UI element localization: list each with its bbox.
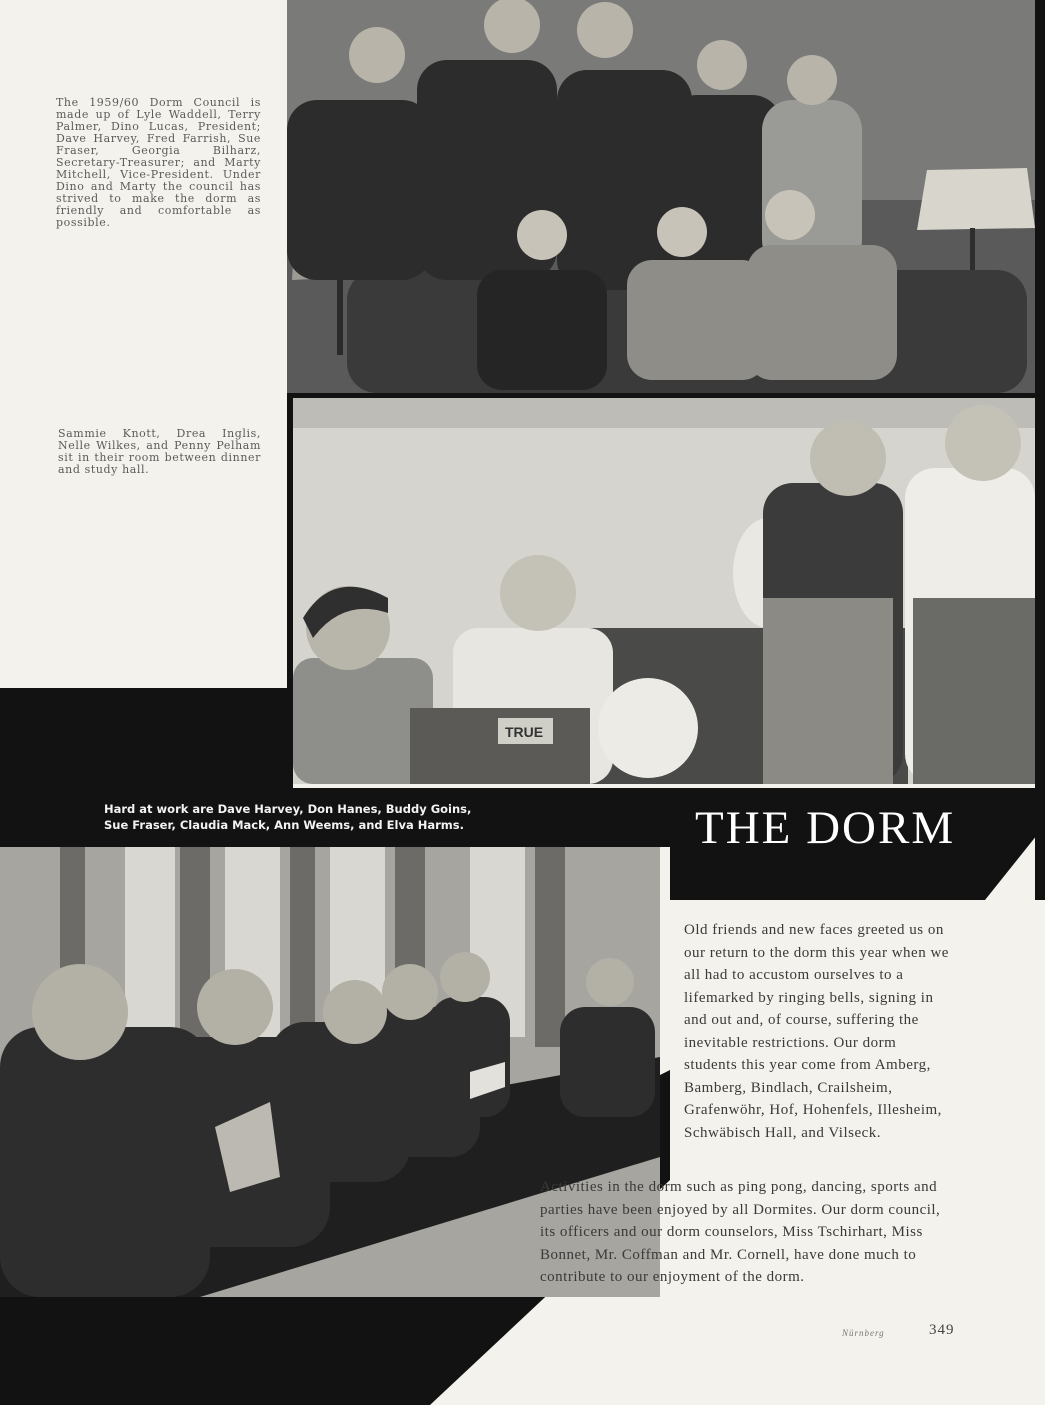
body-paragraph-2: Activities in the dorm such as ping pong, dancing, sports and parties have been enjoyed by all Dormites. Our dorm council, its officers and our dorm counselors, Miss Tschirhart, Miss Bonnet, Mr. Coffman and Mr. Cornell, have done much to contribute to our enjoyment of the dorm. bbox=[540, 1179, 941, 1285]
body-paragraph-1: Old friends and new faces greeted us on our return to the dorm this year when we all had to accustom ourselves to a lifemarked by ringing bells, signing in and out and, of course, suffering the inevitable restrictions. Our dorm students this year come from Amberg, Bamberg, Bindlach, Crailsheim, Grafenwöhr, Hof, Hohenfels, Illesheim, Schwäbisch Hall, and Vilseck. bbox=[684, 922, 949, 1141]
caption-dorm-room: Sammie Knott, Drea Inglis, Nelle Wilkes, and Penny Pelham sit in their room between dinner and study hall. bbox=[58, 427, 261, 476]
caption-dorm-council: The 1959/60 Dorm Council is made up of Lyle Waddell, Terry Palmer, Dino Lucas, President; Dave Harvey, Fred Farrish, Sue Fraser, Georgia Bilharz, Secretary-Treasurer; and Marty Mitchell, Vice-President. Under Dino and Marty the council has strived to make the dorm as friendly and comfortable as possible. bbox=[56, 96, 261, 229]
photo-room-scene bbox=[293, 398, 1035, 784]
sign-on-box: TRUE bbox=[505, 724, 544, 740]
photo-council-scene bbox=[287, 0, 1035, 393]
page-title: THE DORM bbox=[695, 802, 956, 854]
right-border bbox=[1035, 0, 1045, 900]
page-number: 349 bbox=[929, 1322, 955, 1338]
photo-dorm-council bbox=[287, 0, 1035, 393]
footer-school-name: Nürnberg bbox=[842, 1328, 885, 1338]
photo-dorm-room bbox=[293, 398, 1035, 784]
caption-study-hall: Hard at work are Dave Harvey, Don Hanes, Buddy Goins, Sue Fraser, Claudia Mack, Ann Weems, and Elva Harms. bbox=[104, 802, 472, 832]
